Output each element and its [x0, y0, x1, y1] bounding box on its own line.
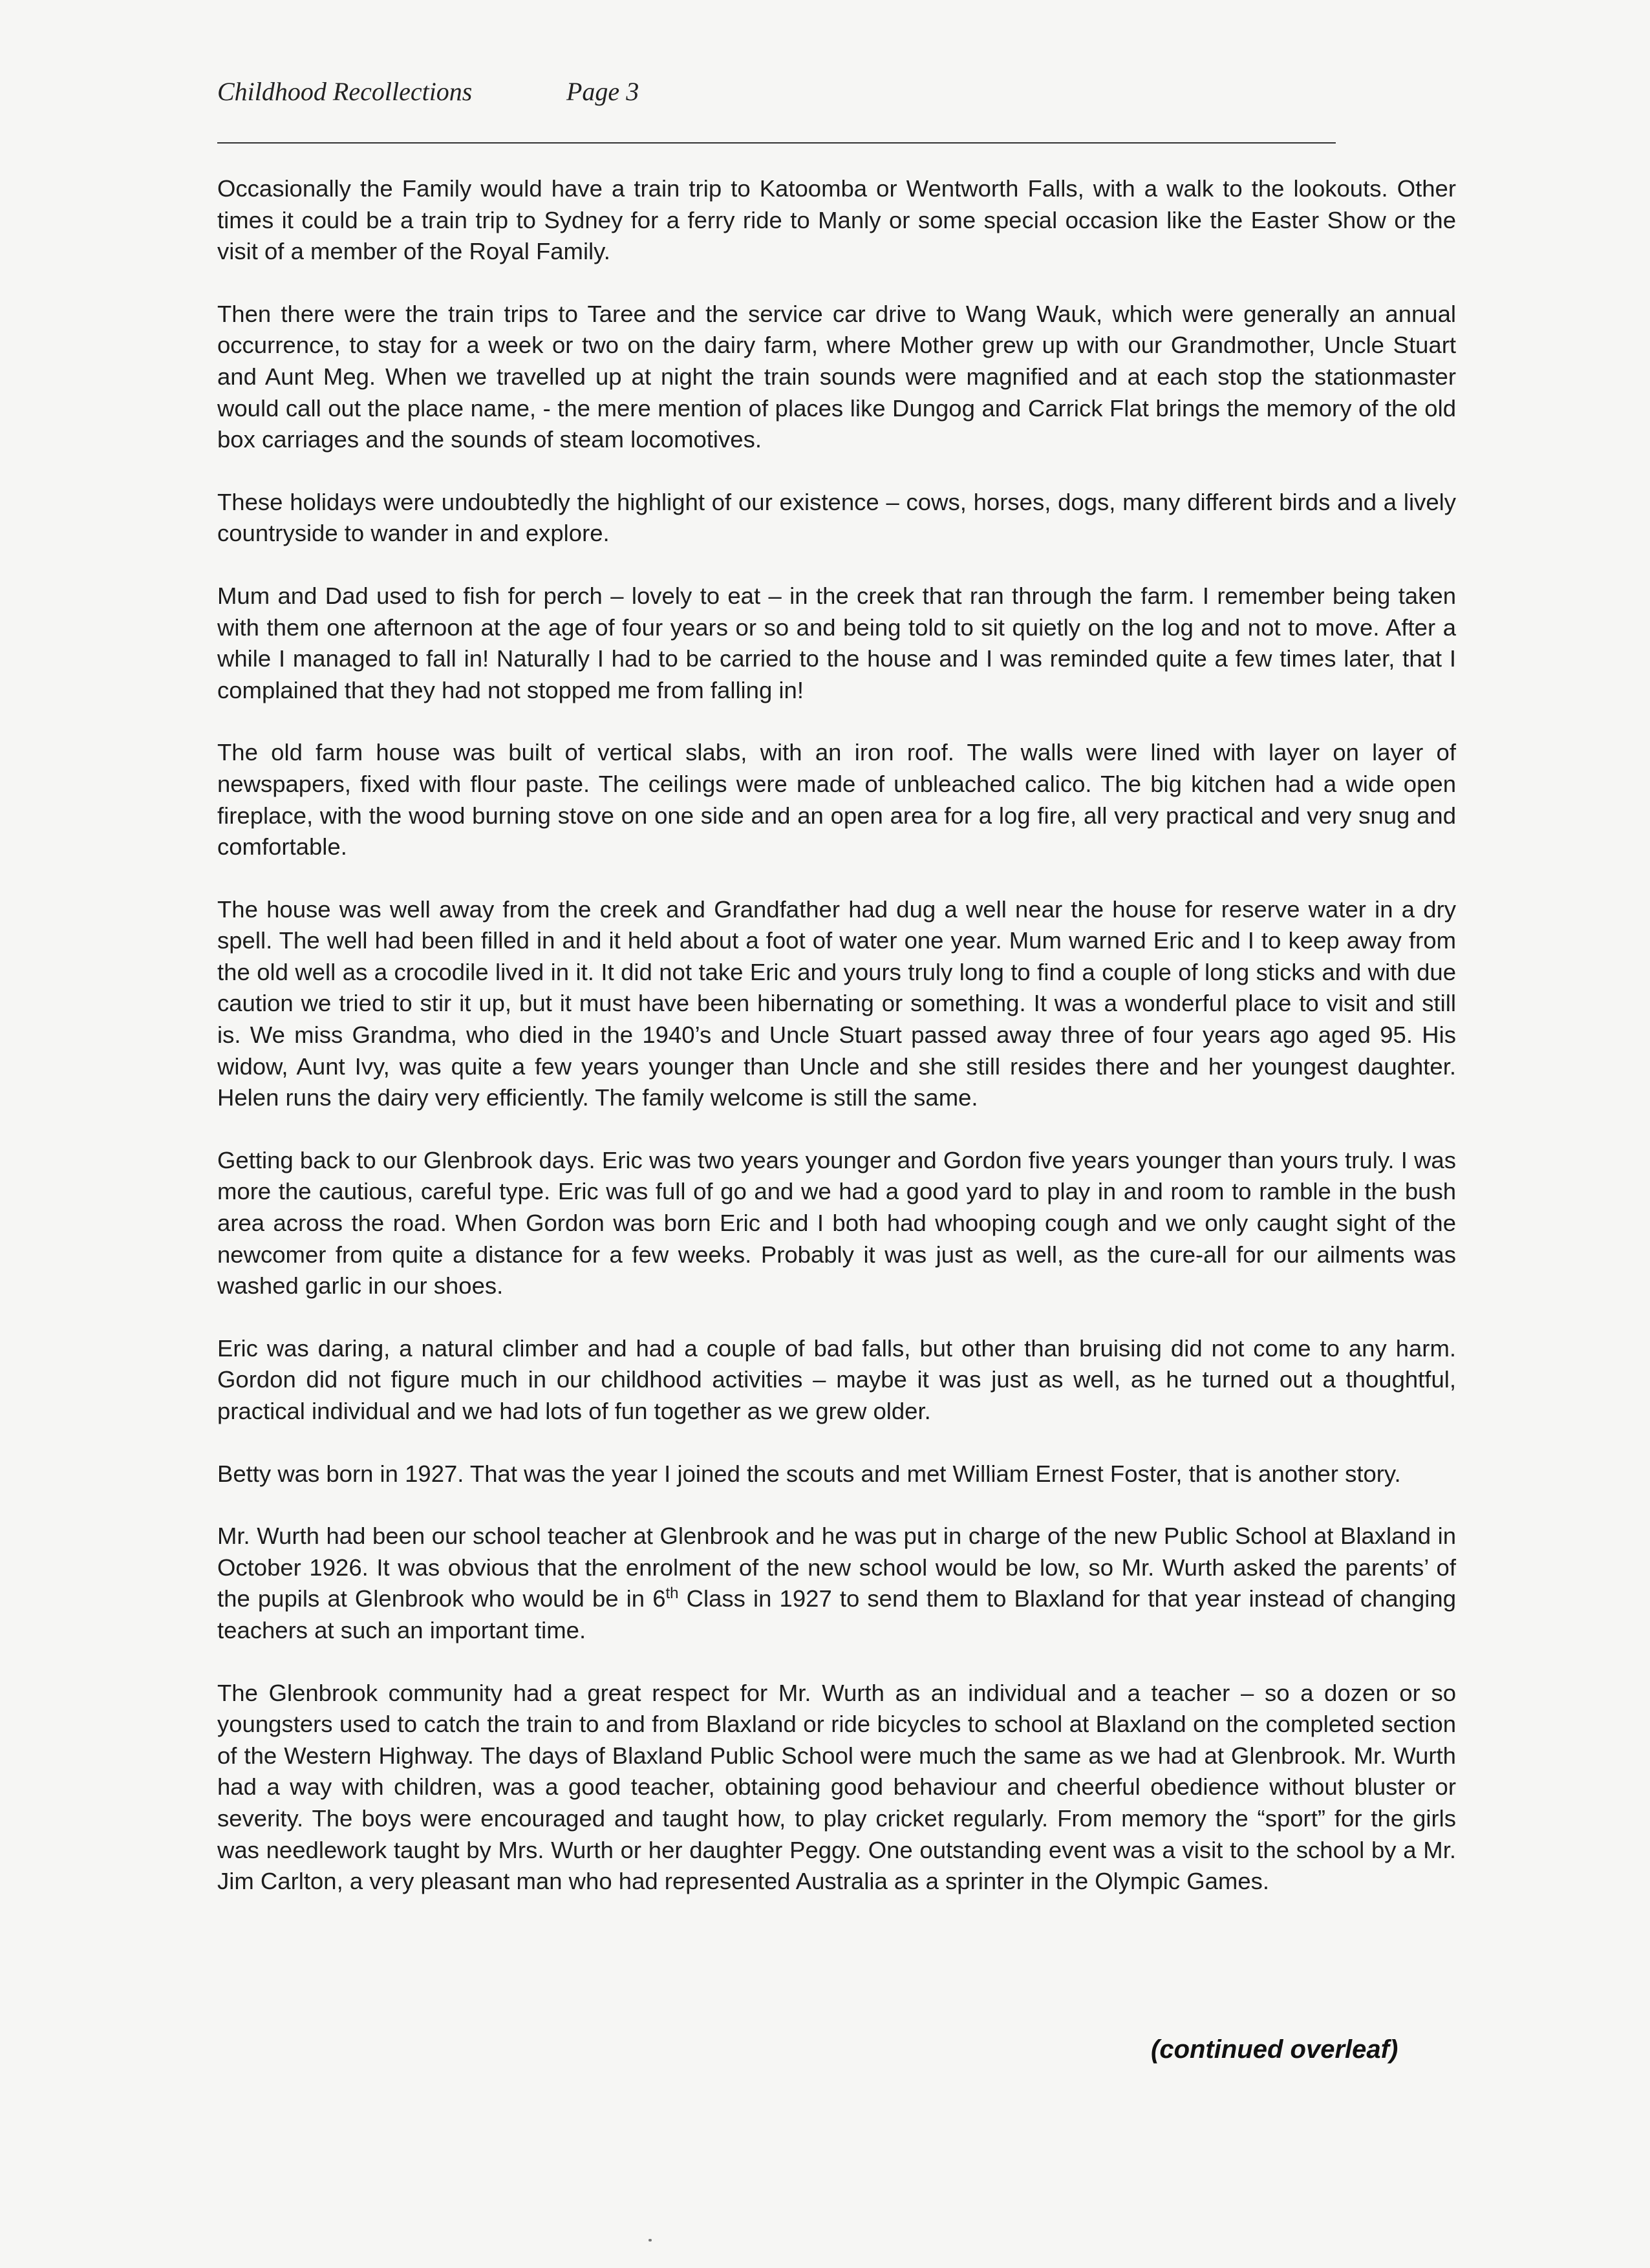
paragraph-3: These holidays were undoubtedly the highlight of our existence – cows, horses, dogs, many different birds and a lively countryside to wander in and explore.: [217, 488, 1456, 547]
paragraph-5: The old farm house was built of vertical slabs, with an iron roof. The walls were lined with layer on layer of newspapers, fixed with flour paste. The ceilings were made of unbleached calico. The big kitchen had a wide open fireplace, with the wood burning stove on one side and an open area for a log fire, all very practical and very snug and comfortable.: [217, 739, 1456, 861]
ordinal-suffix: th: [665, 1585, 679, 1603]
page-number: Page 3: [566, 77, 639, 106]
continued-note: (continued overleaf): [1151, 2035, 1398, 2064]
paragraph-4: Mum and Dad used to fish for perch – lovely to eat – in the creek that ran through the farm. I remember being taken with them one afternoon at the age of four years or so and being told to sit quietly on the log and not to move. After a while I managed to fall in! Naturally I had to be carried to the house and I was reminded quite a few times later, that I complained that they had not stopped me from falling in!: [217, 582, 1456, 703]
paragraph-7: Getting back to our Glenbrook days. Eric was two years younger and Gordon five years younger than yours truly. I was more the cautious, careful type. Eric was full of go and we had a good yard to play in and room to ramble in the bush area across the road. When Gordon was born Eric and I both had whooping cough and we only caught sight of the newcomer from quite a distance for a few weeks. Probably it was just as well, as the cure-all for our ailments was washed garlic in our shoes.: [217, 1146, 1456, 1300]
paragraph-1: Occasionally the Family would have a train trip to Katoomba or Wentworth Falls, with a walk to the lookouts. Other times it could be a train trip to Sydney for a ferry ride to Manly or some special occasion like the Easter Show or the visit of a member of the Royal Family.: [217, 175, 1456, 265]
paragraph-10-part-2: Class in 1927 to send them to Blaxland for that year instead of changing teachers at such an important time.: [217, 1585, 1456, 1643]
paragraph-11: The Glenbrook community had a great respect for Mr. Wurth as an individual and a teacher – so a dozen or so youngsters used to catch the train to and from Blaxland or ride bicycles to school at Blaxland on the completed section of the Western Highway. The days of Blaxland Public School were much the same as we had at Glenbrook. Mr. Wurth had a way with children, was a good teacher, obtaining good behaviour and cheerful obedience without bluster or severity. The boys were encouraged and taught how, to play cricket regularly. From memory the “sport” for the girls was needlework taught by Mrs. Wurth or her daughter Peggy. One outstanding event was a visit to the school by a Mr. Jim Carlton, a very pleasant man who had represented Australia as a sprinter in the Olympic Games.: [217, 1679, 1456, 1895]
paragraph-10-part-1: Mr. Wurth had been our school teacher at Glenbrook and he was put in charge of the new Public School at Blaxland in October 1926. It was obvious that the enrolment of the new school would be low, so Mr. Wurth asked the parents’ of the pupils at Glenbrook who would be in 6: [217, 1523, 1456, 1612]
body-text: [217, 173, 1456, 1929]
page-header: [217, 71, 1336, 144]
paragraph-10: [217, 1521, 1456, 1646]
paragraph-9: Betty was born in 1927. That was the year I joined the scouts and met William Ernest Foster, that is another story.: [217, 1460, 1401, 1487]
scan-speck: [648, 2239, 652, 2241]
document-title: Childhood Recollections: [217, 77, 473, 106]
paragraph-6: The house was well away from the creek and Grandfather had dug a well near the house for reserve water in a dry spell. The well had been filled in and it held about a foot of water one year. Mum warned Eric and I to keep away from the old well as a crocodile lived in it. It did not take Eric and yours truly long to find a couple of long sticks and with due caution we tried to stir it up, but it must have been hibernating or something. It was a wonderful place to visit and still is. We miss Grandma, who died in the 1940’s and Uncle Stuart passed away three of four years ago aged 95. His widow, Aunt Ivy, was quite a few years younger than Uncle and she still resides there and her youngest daughter. Helen runs the dairy very efficiently. The family welcome is still the same.: [217, 895, 1456, 1111]
paragraph-2: Then there were the train trips to Taree and the service car drive to Wang Wauk, which were generally an annual occurrence, to stay for a week or two on the dairy farm, where Mother grew up with our Grandmother, Uncle Stuart and Aunt Meg. When we travelled up at night the train sounds were magnified and at each stop the stationmaster would call out the place name, - the mere mention of places like Dungog and Carrick Flat brings the memory of the old box carriages and the sounds of steam locomotives.: [217, 300, 1456, 453]
paragraph-8: Eric was daring, a natural climber and had a couple of bad falls, but other than bruising did not come to any harm. Gordon did not figure much in our childhood activities – maybe it was just as well, as he turned out a thoughtful, practical individual and we had lots of fun together as we grew older.: [217, 1334, 1456, 1424]
